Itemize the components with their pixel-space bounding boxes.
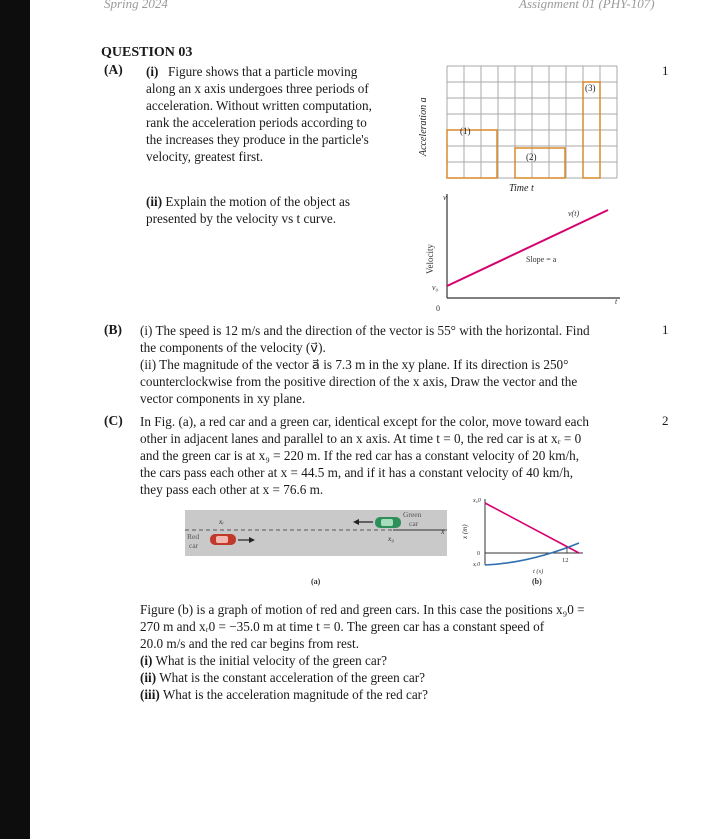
fig-b-caption: (b) xyxy=(532,577,542,586)
slope-label: Slope = a xyxy=(526,255,557,264)
green-car-label-2: car xyxy=(409,519,419,528)
zero-label: 0 xyxy=(477,551,480,557)
xr0-label: xᵣ0 xyxy=(473,562,481,568)
part-a-ii-text xyxy=(146,193,416,227)
question-item xyxy=(140,652,635,669)
left-dark-edge xyxy=(0,0,30,839)
a-i-line: Figure shows that a particle moving xyxy=(168,64,358,79)
a-ii-line: presented by the velocity vs t curve. xyxy=(146,211,337,226)
c-line: In Fig. (a), a red car and a green car, identical except for the color, move toward each xyxy=(140,414,589,429)
question-item xyxy=(140,686,635,703)
a-i-line: along an x axis undergoes three periods of xyxy=(146,81,369,96)
vt-label: v(t) xyxy=(568,209,580,218)
v-axis-letter: v xyxy=(443,193,447,202)
velocity-line xyxy=(447,210,608,286)
a-ii-line: Explain the motion of the object as xyxy=(165,194,351,209)
question-title: QUESTION 03 xyxy=(101,45,193,60)
period-1-label: (1) xyxy=(460,126,471,136)
c-line: they pass each other at x = 76.6 m. xyxy=(140,482,324,497)
question-item xyxy=(140,669,635,686)
x-axis-label: x xyxy=(441,527,445,536)
b-line: counterclockwise from the positive direction of the x axis, Draw the vector and the xyxy=(140,374,578,389)
v0-label: v₀ xyxy=(432,283,439,292)
c-after-line: Figure (b) is a graph of motion of red and green cars. In this case the positions x₉0 = xyxy=(140,602,585,617)
red-car-label-1: Red xyxy=(187,532,200,541)
road-figure xyxy=(183,500,458,590)
header-semester: Spring 2024 xyxy=(104,0,168,11)
b-line: (ii) The magnitude of the vector a⃗ is 7.3 m in the xy plane. If its direction is 250° xyxy=(140,357,569,372)
part-a-i-text xyxy=(146,63,416,165)
green-car-label-1: Green xyxy=(403,510,422,519)
a-i-line: velocity, greatest first. xyxy=(146,149,264,164)
green-car-line xyxy=(485,503,579,553)
a-i-line: the increases they produce in the particle's xyxy=(146,132,369,147)
a-i-line: acceleration. Without written computation, xyxy=(146,98,372,113)
part-a-i-num: (i) xyxy=(146,64,159,79)
period-1-bar xyxy=(447,130,497,178)
time-axis-label: Time t xyxy=(509,183,534,194)
velocity-axis-label: Velocity xyxy=(425,244,435,274)
fig-a-caption: (a) xyxy=(311,577,321,586)
q-num: (iii) xyxy=(140,687,160,702)
period-2-label: (2) xyxy=(526,152,537,162)
period-2-bar xyxy=(515,148,565,178)
xr-marker: xᵣ xyxy=(219,517,225,526)
c-line: and the green car is at x₉ = 220 m. If the red car has a constant velocity of 20 km/h, xyxy=(140,448,580,463)
acceleration-axis-label: Acceleration a xyxy=(418,97,429,156)
tick-12: 12 xyxy=(562,557,569,564)
velocity-graph xyxy=(420,190,630,315)
part-b-text xyxy=(140,322,635,407)
xg0-label: x₉0 xyxy=(473,498,481,504)
b-line: the components of the velocity (v⃗). xyxy=(140,340,326,355)
t-s-axis-label: t (s) xyxy=(533,568,544,575)
header-assignment: Assignment 01 (PHY-107) xyxy=(519,0,655,11)
part-b-mark: 1 xyxy=(662,322,669,337)
origin-label: 0 xyxy=(436,304,440,313)
q-num: (i) xyxy=(140,653,153,668)
q-num: (ii) xyxy=(140,670,157,685)
t-axis-letter: t xyxy=(615,297,618,306)
period-3-label: (3) xyxy=(585,83,596,93)
part-a-label: (A) xyxy=(104,62,123,77)
xg-marker: x₉ xyxy=(388,534,394,543)
red-car-label-2: car xyxy=(189,541,199,550)
c-line: other in adjacent lanes and parallel to an x axis. At time t = 0, the red car is at xᵣ = 0 xyxy=(140,431,582,446)
q-text: What is the acceleration magnitude of the red car? xyxy=(162,687,428,702)
part-b-label: (B) xyxy=(104,322,122,337)
c-after-line: 270 m and xᵣ0 = −35.0 m at time t = 0. The green car has a constant speed of xyxy=(140,619,545,634)
acceleration-graph xyxy=(414,58,624,198)
x-m-axis-label: x (m) xyxy=(461,524,469,539)
c-line: the cars pass each other at x = 44.5 m, and if it has a constant velocity of 40 km/h, xyxy=(140,465,573,480)
q-text: What is the constant acceleration of the green car? xyxy=(159,670,425,685)
a-i-line: rank the acceleration periods according to xyxy=(146,115,367,130)
a-ii-num: (ii) xyxy=(146,194,163,209)
part-a-mark: 1 xyxy=(662,63,669,78)
b-line: vector components in xy plane. xyxy=(140,391,306,406)
part-c-mark: 2 xyxy=(662,413,669,428)
c-after-line: 20.0 m/s and the red car begins from rest. xyxy=(140,636,359,651)
part-c-text xyxy=(140,413,635,498)
position-graph xyxy=(455,495,590,595)
part-c-label: (C) xyxy=(104,413,123,428)
b-line: (i) The speed is 12 m/s and the direction of the vector is 55° with the horizontal. Find xyxy=(140,323,590,338)
q-text: What is the initial velocity of the green car? xyxy=(155,653,387,668)
part-c-followup xyxy=(140,601,635,703)
